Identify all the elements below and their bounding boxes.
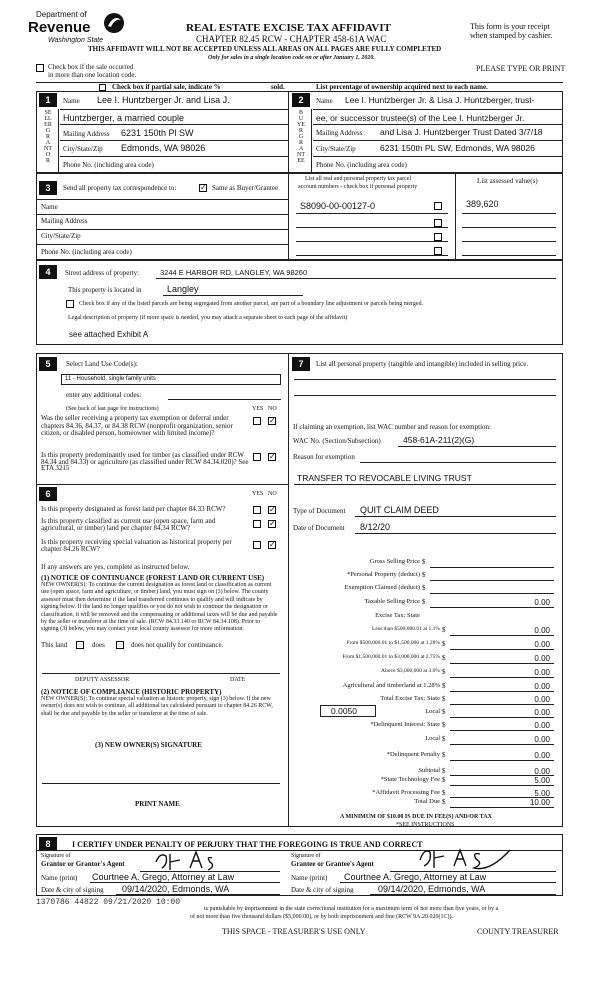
tax-label-8: Above $3,000,000 at 3.0% xyxy=(381,668,440,674)
grantor-sig-label-2: Grantor or Grantor's Agent xyxy=(41,860,125,868)
buyer-name-label: Name xyxy=(316,97,333,105)
tax-label-18: Total Due xyxy=(414,798,440,805)
legal-description[interactable]: see attached Exhibit A xyxy=(69,330,149,339)
s5-q2-yes[interactable] xyxy=(253,453,261,461)
tax-label-13: Local xyxy=(425,735,440,742)
tax-value-9[interactable]: 0.00 xyxy=(534,682,550,691)
seller-phone-label: Phone No. (including area code) xyxy=(63,161,154,169)
buyer-side-label: BUYER GRANTEE xyxy=(297,110,305,164)
local-rate-box[interactable] xyxy=(320,705,376,717)
dollar-13: $ xyxy=(442,735,446,743)
seller-name-label: Name xyxy=(63,97,80,105)
tax-value-11[interactable]: 0.00 xyxy=(534,708,550,717)
does-not-label: does not qualify for continuance. xyxy=(131,641,224,649)
county-treasurer-label: COUNTY TREASURER xyxy=(477,927,559,936)
tax-label-16: *State Technology Fee xyxy=(380,776,440,783)
answers-note: If any answers are yes, complete as instructed below. xyxy=(41,563,190,571)
section-3-badge: 3 xyxy=(39,181,57,195)
buyer-phone-label: Phone No. (including area code) xyxy=(316,161,407,169)
grantor-sig-label-1: Signature of xyxy=(41,853,71,859)
tax-label-1: *Personal Property (deduct) xyxy=(347,571,420,578)
same-as-buyer-checkbox[interactable]: ✓ xyxy=(200,183,207,192)
tax-value-18[interactable]: 10.00 xyxy=(529,798,550,807)
dollar-2: $ xyxy=(422,584,426,592)
tax-value-16[interactable]: 5.00 xyxy=(534,776,550,785)
grantee-date-label: Date & city of signing xyxy=(291,886,354,894)
doc-date[interactable]: 8/12/20 xyxy=(360,522,391,532)
tax-value-14[interactable]: 0.00 xyxy=(534,751,550,760)
seller-mailing-label: Mailing Address xyxy=(63,130,110,138)
s5-q1-yes[interactable] xyxy=(253,417,261,425)
multi-location-label-1: Check box if the sale occurred xyxy=(48,63,134,71)
buyer-city[interactable]: 6231 150th PL SW, Edmonds, WA 98026 xyxy=(380,143,535,153)
dor-logo xyxy=(28,8,128,46)
street-label: Street address of property: xyxy=(65,269,140,277)
buyer-mailing[interactable]: and Lisa J. Huntzberger Trust Dated 3/7/18 xyxy=(380,127,543,137)
tax-label-2: Exemption Claimed (deduct) xyxy=(344,584,420,591)
correspondence-label: Send all property tax correspondence to: xyxy=(63,184,177,192)
buyer-city-label: City/State/Zip xyxy=(316,145,356,153)
grantee-name-label: Name (print) xyxy=(291,874,328,882)
s6-q2-no[interactable]: ✓ xyxy=(269,519,276,528)
does-label: does xyxy=(92,641,105,649)
multi-location-label-2: in more than one location code. xyxy=(48,71,137,79)
same-as-buyer-label: Same as Buyer/Grantee xyxy=(212,184,279,192)
print-name-label: PRINT NAME xyxy=(135,800,180,808)
section-6-badge: 6 xyxy=(39,487,57,501)
perjury-line-1: is punishable by imprisonment in the state correctional institution for a maximum term of not more than five years, or by a xyxy=(204,906,499,912)
tax-value-17[interactable]: 5.00 xyxy=(534,789,550,798)
tax-label-6: From $500,000.01 to $1,500,000 at 1.28% xyxy=(346,640,440,646)
s5-q1-no[interactable]: ✓ xyxy=(269,416,276,425)
see-instructions: *SEE INSTRUCTIONS xyxy=(396,822,455,828)
street-address[interactable]: 3244 E HARBOR RD, LANGLEY, WA 98260 xyxy=(160,268,308,277)
s5-no: NO xyxy=(268,406,277,412)
s3-mailing-label: Mailing Address xyxy=(41,217,88,225)
s5-yes: YES xyxy=(252,406,264,412)
notice1-text: NEW OWNER(S): To continue the current designation as forest land or classification as current use (open space, farm and agriculture, or timber) land, you must sign on (3) below. The county assessor must then determine if the land transferred continues to qualify and will indicate by signing below. If the land no longer qualifies or you do not wish to continue the designation or classification, it will be removed and the compensating or additional taxes will be due and payable by the seller or transferor at the time of sale. (RCW 84.33.140 or RCW 84.34.108). Prior to signing (3) below, you may contact your local county assessor for more information. xyxy=(41,582,278,633)
tax-value-12[interactable]: 0.00 xyxy=(534,721,550,730)
dollar-18: $ xyxy=(442,798,446,806)
parcel-header-2: account numbers - check box if personal property xyxy=(298,184,418,190)
grantor-date-label: Date & city of signing xyxy=(41,886,104,894)
tax-value-5[interactable]: 0.00 xyxy=(534,626,550,635)
form-chapter: CHAPTER 82.45 RCW - CHAPTER 458-61A WAC xyxy=(196,34,387,44)
s6-question-3: Is this property receiving special valuation as historical property per chapter 84.26 RCW? xyxy=(41,538,232,553)
buyer-mailing-label: Mailing Address xyxy=(316,129,363,137)
local-rate: 0.0050 xyxy=(331,706,357,716)
s5-question-1: Was the seller receiving a property tax exemption or deferral under chapters 84.36, 84.37, or 84.38 RCW (nonprofit organization, senior citizen, or disabled person, homeowner with limited income)? xyxy=(41,414,233,437)
this-land-label: This land xyxy=(41,641,68,649)
tax-label-14: *Delinquent Penalty xyxy=(386,751,440,758)
receipt-note-1: This form is your receipt xyxy=(470,22,550,31)
s6-question-1: Is this property designated as forest land per chapter 84.33 RCW? xyxy=(41,505,226,513)
grantor-date[interactable]: 09/14/2020, Edmonds, WA xyxy=(122,884,230,894)
dollar-5: $ xyxy=(442,626,446,634)
seller-city-label: City/State/Zip xyxy=(63,145,103,153)
form-title: REAL ESTATE EXCISE TAX AFFIDAVIT xyxy=(186,22,391,34)
dollar-3: $ xyxy=(422,598,426,606)
parcel-number[interactable]: S8090-00-00127-0 xyxy=(300,201,376,211)
dollar-7: $ xyxy=(442,654,446,662)
s6-yes: YES xyxy=(252,491,264,497)
partial-sale-checkbox[interactable] xyxy=(99,84,106,91)
parcel-header-1: List all real and personal property tax parcel xyxy=(305,176,412,182)
tax-value-7[interactable]: 0.00 xyxy=(534,654,550,663)
seller-mailing[interactable]: 6231 150th Pl SW xyxy=(121,128,194,138)
notice2-title: (2) NOTICE OF COMPLIANCE (HISTORIC PROPERTY) xyxy=(41,688,222,696)
recording-stamp: 1370786 44822 09/21/2020 10:00 xyxy=(36,898,181,907)
section-8-badge: 8 xyxy=(39,837,57,851)
s3-city-label: City/State/Zip xyxy=(41,232,81,240)
tax-value-3[interactable]: 0.00 xyxy=(534,598,550,607)
grantor-name-label: Name (print) xyxy=(41,874,78,882)
partial-sale-label: Check box if partial sale, indicate % xyxy=(112,83,221,91)
deputy-assessor-label: DEPUTY ASSESSOR xyxy=(75,677,130,683)
tax-label-5: Less than $500,000.01 at 1.1% xyxy=(372,626,440,632)
dollar-0: $ xyxy=(422,558,426,566)
personal-property-checkbox-2[interactable] xyxy=(434,219,442,227)
seller-city[interactable]: Edmonds, WA 98026 xyxy=(121,143,206,153)
grantee-sig-label-1: Signature of xyxy=(291,853,321,859)
dollar-16: $ xyxy=(442,776,446,784)
land-does-not-checkbox[interactable] xyxy=(116,641,124,649)
buyer-name-1[interactable]: Lee I. Huntzberger Jr. & Lisa J. Huntzberger, trust- xyxy=(345,95,535,105)
form-warning: THIS AFFIDAVIT WILL NOT BE ACCEPTED UNLESS ALL AREAS ON ALL PAGES ARE FULLY COMPLETED xyxy=(88,45,442,53)
perjury-line-2: of not more than five thousand dollars ($5,000.00), or by both imprisonment and fine (RCW 9A.20.020(1C)). xyxy=(190,914,454,920)
tax-label-10: Total Excise Tax: State xyxy=(380,695,440,702)
s5-q2-no[interactable]: ✓ xyxy=(269,452,276,461)
section-7-badge: 7 xyxy=(292,357,310,371)
certify-statement: I CERTIFY UNDER PENALTY OF PERJURY THAT THE FOREGOING IS TRUE AND CORRECT xyxy=(72,840,423,849)
tax-label-9: Agricultural and timberland at 1.28% xyxy=(342,682,440,689)
tax-table xyxy=(290,558,562,810)
seller-name-2[interactable]: Huntzberger, a married couple xyxy=(63,113,185,123)
section-2-badge: 2 xyxy=(292,93,310,107)
new-owner-signature-label: (3) NEW OWNER(S) SIGNATURE xyxy=(95,741,202,749)
seller-side-label: SELLER GRANTOR xyxy=(44,110,52,164)
tax-value-15[interactable]: 0.00 xyxy=(534,767,550,776)
print-note: PLEASE TYPE OR PRINT xyxy=(476,64,566,73)
dollar-9: $ xyxy=(442,682,446,690)
section-1-badge: 1 xyxy=(39,93,57,107)
tax-label-0: Gross Selling Price xyxy=(369,558,420,565)
multi-location-checkbox[interactable] xyxy=(36,64,44,72)
segregated-note: Check box if any of the listed parcels are being segregated from another parcel, are part of a boundary line adjustment or parcels being merged. xyxy=(79,301,424,307)
tax-label-11: Local xyxy=(425,708,440,715)
receipt-note-2: when stamped by cashier. xyxy=(470,31,553,40)
doc-type[interactable]: QUIT CLAIM DEED xyxy=(360,505,439,515)
located-label: This property is located in xyxy=(68,286,142,294)
s6-question-2: Is this property classified as current use (open space, farm and agricultural, or timber) land per chapter 84.34 RCW? xyxy=(41,517,216,532)
grantee-name[interactable]: Courtnee A. Grego, Attorney at Law xyxy=(344,872,487,882)
personal-property-checkbox-4[interactable] xyxy=(434,247,442,255)
grantee-signature[interactable] xyxy=(410,846,520,872)
ownership-note: List percentage of ownership acquired next to each name. xyxy=(316,83,488,91)
land-use-label: Select Land Use Code(s): xyxy=(66,360,138,368)
assessed-value[interactable]: 389,620 xyxy=(466,199,499,209)
wac-number[interactable]: 458-61A-211(2)(G) xyxy=(403,435,475,445)
personal-property-checkbox-3[interactable] xyxy=(434,233,442,241)
legal-label: Legal description of property (if more space is needed, you may attach a separate sheet to each page of the affidavit) xyxy=(68,315,348,321)
s6-q1-yes[interactable] xyxy=(253,506,261,514)
dollar-1: $ xyxy=(422,571,426,579)
treasurer-use-label: THIS SPACE - TREASURER'S USE ONLY xyxy=(222,927,366,936)
assessor-date-label: DATE xyxy=(230,677,246,683)
tax-label-3: Taxable Selling Price xyxy=(364,598,420,605)
segregated-checkbox[interactable] xyxy=(66,300,74,308)
tax-label-7: From $1,500,000.01 to $3,000,000 at 2.75% xyxy=(342,654,440,660)
grantor-signature[interactable] xyxy=(150,850,240,872)
dept-line3: Washington State xyxy=(48,37,104,44)
dept-line1: Department of xyxy=(36,10,87,19)
land-does-checkbox[interactable] xyxy=(76,641,84,649)
reason-label: Reason for exemption xyxy=(293,453,355,461)
additional-codes-label: enter any additional codes: xyxy=(66,391,142,399)
notice1-title: (1) NOTICE OF CONTINUANCE (FOREST LAND OR CURRENT USE) xyxy=(41,574,265,582)
grantor-name[interactable]: Courtnee A. Grego, Attorney at Law xyxy=(92,872,235,882)
assessed-header: List assessed value(s) xyxy=(477,177,538,185)
s5-question-2: Is this property predominantly used for timber (as classified under RCW 84.34 and 84.33) or agriculture (as classified under RCW 84.34.020)? See ETA 3215 xyxy=(41,451,249,472)
tax-label-15: Subtotal xyxy=(418,767,440,774)
tax-label-4: Excise Tax: State xyxy=(375,612,420,619)
tax-label-17: *Affidavit Processing Fee xyxy=(372,789,440,796)
sold-label: sold. xyxy=(271,83,285,91)
tax-label-12: *Delinquent Interest: State xyxy=(370,721,440,728)
s6-no: NO xyxy=(268,491,277,497)
dollar-15: $ xyxy=(442,767,446,775)
land-use-code: 11 - Household, single family units xyxy=(65,376,156,382)
s6-q3-no[interactable]: ✓ xyxy=(269,540,276,549)
dollar-14: $ xyxy=(442,751,446,759)
doc-date-label: Date of Document xyxy=(293,524,345,532)
tax-value-8[interactable]: 0.00 xyxy=(534,668,550,677)
wac-label: WAC No. (Section/Subsection) xyxy=(293,437,381,445)
revenue-logo-icon xyxy=(102,12,126,34)
dollar-10: $ xyxy=(442,695,446,703)
tax-value-10[interactable]: 0.00 xyxy=(534,695,550,704)
grantee-date[interactable]: 09/14/2020, Edmonds, WA xyxy=(378,884,486,894)
section-4-badge: 4 xyxy=(39,265,57,279)
exemption-reason[interactable]: TRANSFER TO REVOCABLE LIVING TRUST xyxy=(297,473,472,483)
personal-property-label: List all personal property (tangible and intangible) included in selling price. xyxy=(316,360,529,368)
s3-name-label: Name xyxy=(41,203,58,211)
dollar-8: $ xyxy=(442,668,446,676)
see-back-note: (See back of last page for instructions) xyxy=(66,406,159,412)
buyer-name-2[interactable]: ee, or successor trustee(s) of the Lee I. Huntzberger Jr. xyxy=(316,113,525,123)
s6-q3-yes[interactable] xyxy=(253,541,261,549)
s6-q2-yes[interactable] xyxy=(253,520,261,528)
dept-line2: Revenue xyxy=(28,19,91,36)
tax-value-6[interactable]: 0.00 xyxy=(534,640,550,649)
minimum-note: A MINIMUM OF $10.00 IS DUE IN FEE(S) AND/OR TAX xyxy=(340,814,492,820)
seller-name-1[interactable]: Lee I. Huntzberger Jr. and Lisa J. xyxy=(97,95,230,105)
notice2-text: NEW OWNER(S): To continue special valuation as historic property, sign (3) below. If the new owner(s) does not wish to continue, all additional tax calculated pursuant to chapter 84.26 RCW, shall be due and payable by the seller or transferor at the time of sale. xyxy=(41,696,273,717)
grantee-sig-label-2: Grantee or Grantee's Agent xyxy=(291,860,374,868)
wac-intro: If claiming an exemption, list WAC number and reason for exemption: xyxy=(293,423,491,431)
dollar-17: $ xyxy=(442,789,446,797)
s3-phone-label: Phone No. (including area code) xyxy=(41,248,132,256)
dollar-6: $ xyxy=(442,640,446,648)
personal-property-checkbox-1[interactable] xyxy=(434,202,442,210)
tax-value-13[interactable]: 0.00 xyxy=(534,735,550,744)
land-use-field[interactable] xyxy=(61,374,281,385)
s6-q1-no[interactable]: ✓ xyxy=(269,505,276,514)
dollar-11: $ xyxy=(442,708,446,716)
section-5-badge: 5 xyxy=(39,357,57,371)
doc-type-label: Type of Document xyxy=(293,507,346,515)
located-city[interactable]: Langley xyxy=(167,284,199,294)
dollar-12: $ xyxy=(442,721,446,729)
form-date-note: Only for sales in a single location code on or after January 1, 2020. xyxy=(208,55,375,61)
